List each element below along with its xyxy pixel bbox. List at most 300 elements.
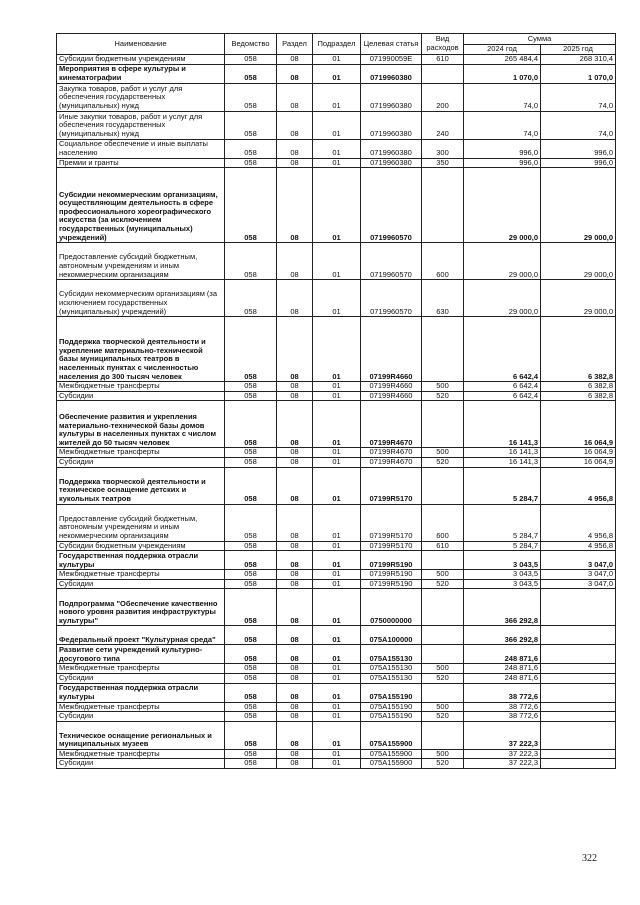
cell-2024: 3 043,5: [464, 551, 541, 570]
cell-name: Межбюджетные трансферты: [57, 570, 225, 580]
cell-subsection: 01: [313, 589, 361, 626]
cell-dept: 058: [225, 280, 277, 317]
cell-dept: 058: [225, 243, 277, 280]
cell-dept: 058: [225, 570, 277, 580]
cell-exptype: 200: [422, 83, 464, 111]
cell-subsection: 01: [313, 541, 361, 551]
cell-2025: 74,0: [541, 83, 616, 111]
cell-subsection: 01: [313, 579, 361, 589]
cell-name: Межбюджетные трансферты: [57, 382, 225, 392]
cell-exptype: 610: [422, 55, 464, 65]
cell-section: 08: [277, 664, 313, 674]
cell-subsection: 01: [313, 401, 361, 448]
cell-dept: 058: [225, 664, 277, 674]
cell-name: Поддержка творческой деятельности и укрепление материально-технической базы муниципальных театров в населенных пунктах с численностью населения до 300 тысяч человек: [57, 317, 225, 382]
budget-document: [56, 33, 615, 769]
cell-name: Межбюджетные трансферты: [57, 448, 225, 458]
cell-target: 075А155190: [361, 712, 422, 722]
cell-name: Субсидии: [57, 457, 225, 467]
cell-subsection: 01: [313, 683, 361, 702]
cell-exptype: 630: [422, 280, 464, 317]
cell-exptype: 350: [422, 158, 464, 168]
table-body: [57, 55, 616, 769]
cell-target: 07199R5190: [361, 579, 422, 589]
cell-dept: 058: [225, 382, 277, 392]
cell-exptype: [422, 551, 464, 570]
table-row: [57, 683, 616, 702]
cell-2025: [541, 589, 616, 626]
table-row: [57, 317, 616, 382]
cell-name: Субсидии: [57, 759, 225, 769]
cell-name: Социальное обеспечение и иные выплаты населению: [57, 139, 225, 158]
cell-section: 08: [277, 139, 313, 158]
cell-exptype: [422, 467, 464, 504]
cell-target: 075А155130: [361, 673, 422, 683]
cell-2024: 265 484,4: [464, 55, 541, 65]
cell-target: 07199R4660: [361, 317, 422, 382]
table-row: [57, 570, 616, 580]
cell-dept: 058: [225, 64, 277, 83]
cell-exptype: 500: [422, 702, 464, 712]
cell-2024: 38 772,6: [464, 712, 541, 722]
cell-subsection: 01: [313, 64, 361, 83]
cell-section: 08: [277, 382, 313, 392]
table-row: [57, 111, 616, 139]
cell-dept: 058: [225, 111, 277, 139]
cell-2024: 38 772,6: [464, 702, 541, 712]
cell-name: Государственная поддержка отрасли культуры: [57, 683, 225, 702]
cell-name: Субсидии: [57, 579, 225, 589]
cell-2024: 248 871,6: [464, 664, 541, 674]
cell-exptype: 500: [422, 382, 464, 392]
cell-section: 08: [277, 551, 313, 570]
cell-dept: 058: [225, 158, 277, 168]
cell-name: Субсидии бюджетным учреждениям: [57, 541, 225, 551]
cell-exptype: [422, 626, 464, 645]
cell-target: 075А155900: [361, 721, 422, 749]
cell-section: 08: [277, 391, 313, 401]
cell-name: Премии и гранты: [57, 158, 225, 168]
cell-2025: 4 956,8: [541, 467, 616, 504]
cell-dept: 058: [225, 317, 277, 382]
cell-target: 075А155130: [361, 664, 422, 674]
cell-2025: 29 000,0: [541, 168, 616, 243]
cell-name: Субсидии бюджетным учреждениям: [57, 55, 225, 65]
budget-table: [56, 33, 616, 769]
cell-2025: 3 047,0: [541, 570, 616, 580]
cell-subsection: 01: [313, 168, 361, 243]
cell-dept: 058: [225, 683, 277, 702]
table-row: [57, 551, 616, 570]
cell-2024: 29 000,0: [464, 243, 541, 280]
cell-section: 08: [277, 243, 313, 280]
cell-2024: 37 222,3: [464, 721, 541, 749]
table-row: [57, 448, 616, 458]
cell-section: 08: [277, 541, 313, 551]
cell-exptype: 520: [422, 457, 464, 467]
cell-name: Субсидии: [57, 712, 225, 722]
cell-dept: 058: [225, 712, 277, 722]
cell-exptype: [422, 721, 464, 749]
cell-2025: [541, 673, 616, 683]
cell-section: 08: [277, 457, 313, 467]
cell-subsection: 01: [313, 664, 361, 674]
cell-dept: 058: [225, 504, 277, 541]
cell-2025: 74,0: [541, 111, 616, 139]
cell-exptype: [422, 64, 464, 83]
cell-target: 0719960570: [361, 243, 422, 280]
table-row: [57, 759, 616, 769]
cell-dept: 058: [225, 702, 277, 712]
cell-section: 08: [277, 317, 313, 382]
cell-exptype: [422, 317, 464, 382]
table-row: [57, 504, 616, 541]
cell-section: 08: [277, 579, 313, 589]
table-row: [57, 168, 616, 243]
cell-dept: 058: [225, 457, 277, 467]
cell-name: Государственная поддержка отрасли культуры: [57, 551, 225, 570]
table-row: [57, 139, 616, 158]
cell-section: 08: [277, 749, 313, 759]
cell-2025: 1 070,0: [541, 64, 616, 83]
cell-section: 08: [277, 401, 313, 448]
cell-target: 07199R5170: [361, 541, 422, 551]
cell-target: 07199R4670: [361, 448, 422, 458]
cell-2024: 366 292,8: [464, 589, 541, 626]
cell-subsection: 01: [313, 645, 361, 664]
cell-section: 08: [277, 721, 313, 749]
cell-2024: 6 642,4: [464, 391, 541, 401]
cell-name: Предоставление субсидий бюджетным, автономным учреждениям и иным некоммерческим организациям: [57, 504, 225, 541]
cell-exptype: [422, 683, 464, 702]
table-row: [57, 457, 616, 467]
cell-dept: 058: [225, 673, 277, 683]
cell-section: 08: [277, 712, 313, 722]
cell-section: 08: [277, 158, 313, 168]
cell-exptype: 500: [422, 749, 464, 759]
cell-target: 0750000000: [361, 589, 422, 626]
cell-section: 08: [277, 645, 313, 664]
cell-exptype: 240: [422, 111, 464, 139]
cell-2025: 16 064,9: [541, 448, 616, 458]
table-row: [57, 280, 616, 317]
cell-target: 07199R5190: [361, 551, 422, 570]
cell-2025: [541, 626, 616, 645]
cell-subsection: 01: [313, 317, 361, 382]
header-target: Целевая статья: [361, 34, 422, 55]
cell-2025: [541, 702, 616, 712]
cell-2024: 996,0: [464, 158, 541, 168]
table-row: [57, 382, 616, 392]
cell-2025: 29 000,0: [541, 243, 616, 280]
cell-section: 08: [277, 83, 313, 111]
cell-target: 0719960570: [361, 280, 422, 317]
cell-subsection: 01: [313, 467, 361, 504]
cell-target: 07199R4670: [361, 401, 422, 448]
cell-target: 07199R5170: [361, 467, 422, 504]
cell-section: 08: [277, 467, 313, 504]
cell-subsection: 01: [313, 158, 361, 168]
cell-subsection: 01: [313, 749, 361, 759]
cell-2025: [541, 721, 616, 749]
cell-target: 0719960380: [361, 158, 422, 168]
cell-subsection: 01: [313, 712, 361, 722]
cell-2024: 5 284,7: [464, 467, 541, 504]
cell-target: 075А155190: [361, 702, 422, 712]
cell-target: 075А155900: [361, 749, 422, 759]
cell-2024: 5 284,7: [464, 504, 541, 541]
cell-2024: 5 284,7: [464, 541, 541, 551]
table-row: [57, 673, 616, 683]
cell-name: Межбюджетные трансферты: [57, 702, 225, 712]
cell-2024: 996,0: [464, 139, 541, 158]
cell-dept: 058: [225, 467, 277, 504]
cell-section: 08: [277, 626, 313, 645]
cell-exptype: [422, 168, 464, 243]
cell-subsection: 01: [313, 382, 361, 392]
cell-2024: 3 043,5: [464, 570, 541, 580]
cell-2025: [541, 759, 616, 769]
cell-exptype: [422, 589, 464, 626]
cell-2025: 16 064,9: [541, 457, 616, 467]
cell-name: Иные закупки товаров, работ и услуг для обеспечения государственных (муниципальных) нужд: [57, 111, 225, 139]
cell-2025: 6 382,8: [541, 317, 616, 382]
cell-subsection: 01: [313, 504, 361, 541]
cell-section: 08: [277, 55, 313, 65]
cell-subsection: 01: [313, 111, 361, 139]
cell-2025: [541, 645, 616, 664]
cell-exptype: 600: [422, 243, 464, 280]
cell-2025: 3 047,0: [541, 551, 616, 570]
table-row: [57, 664, 616, 674]
cell-dept: 058: [225, 759, 277, 769]
cell-2024: 1 070,0: [464, 64, 541, 83]
cell-name: Техническое оснащение региональных и муниципальных музеев: [57, 721, 225, 749]
cell-dept: 058: [225, 579, 277, 589]
cell-dept: 058: [225, 749, 277, 759]
cell-exptype: 500: [422, 448, 464, 458]
cell-dept: 058: [225, 448, 277, 458]
cell-target: 075А100000: [361, 626, 422, 645]
cell-2024: 6 642,4: [464, 317, 541, 382]
cell-target: 075А155130: [361, 645, 422, 664]
cell-section: 08: [277, 759, 313, 769]
page-number: 322: [582, 853, 597, 864]
header-subsection: Подраздел: [313, 34, 361, 55]
cell-2024: 248 871,6: [464, 645, 541, 664]
cell-section: 08: [277, 504, 313, 541]
cell-subsection: 01: [313, 391, 361, 401]
cell-exptype: 520: [422, 712, 464, 722]
cell-subsection: 01: [313, 139, 361, 158]
cell-2025: [541, 749, 616, 759]
cell-exptype: 500: [422, 570, 464, 580]
cell-subsection: 01: [313, 448, 361, 458]
cell-2024: 37 222,3: [464, 749, 541, 759]
cell-2025: [541, 712, 616, 722]
cell-name: Поддержка творческой деятельности и техническое оснащение детских и кукольных театров: [57, 467, 225, 504]
header-exptype: Вид расходов: [422, 34, 464, 55]
cell-2024: 366 292,8: [464, 626, 541, 645]
cell-section: 08: [277, 673, 313, 683]
cell-2025: 4 956,8: [541, 504, 616, 541]
cell-subsection: 01: [313, 55, 361, 65]
cell-2025: 996,0: [541, 139, 616, 158]
cell-target: 0719960380: [361, 83, 422, 111]
cell-target: 075А155190: [361, 683, 422, 702]
cell-name: Субсидии: [57, 391, 225, 401]
cell-name: Субсидии некоммерческим организациям, осуществляющим деятельность в сфере профессионального хореографического искусства (за исключением государственных (муниципальных) учреждений): [57, 168, 225, 243]
cell-2025: 6 382,8: [541, 382, 616, 392]
cell-dept: 058: [225, 401, 277, 448]
cell-subsection: 01: [313, 280, 361, 317]
table-row: [57, 401, 616, 448]
cell-2024: 3 043,5: [464, 579, 541, 589]
cell-exptype: [422, 645, 464, 664]
header-dept: Ведомство: [225, 34, 277, 55]
cell-name: Развитие сети учреждений культурно-досугового типа: [57, 645, 225, 664]
cell-name: Межбюджетные трансферты: [57, 749, 225, 759]
table-row: [57, 589, 616, 626]
header-section: Раздел: [277, 34, 313, 55]
cell-2025: 268 310,4: [541, 55, 616, 65]
cell-dept: 058: [225, 391, 277, 401]
cell-section: 08: [277, 589, 313, 626]
cell-section: 08: [277, 448, 313, 458]
cell-exptype: 520: [422, 391, 464, 401]
cell-2024: 29 000,0: [464, 168, 541, 243]
table-row: [57, 83, 616, 111]
cell-subsection: 01: [313, 570, 361, 580]
header-name: Наименование: [57, 34, 225, 55]
cell-target: 0719960570: [361, 168, 422, 243]
cell-2024: 74,0: [464, 111, 541, 139]
cell-name: Субсидии: [57, 673, 225, 683]
cell-target: 0719960380: [361, 111, 422, 139]
cell-exptype: 520: [422, 759, 464, 769]
cell-subsection: 01: [313, 243, 361, 280]
cell-2025: [541, 683, 616, 702]
cell-dept: 058: [225, 589, 277, 626]
cell-2025: [541, 664, 616, 674]
cell-target: 0719960380: [361, 64, 422, 83]
cell-dept: 058: [225, 168, 277, 243]
cell-exptype: 600: [422, 504, 464, 541]
cell-dept: 058: [225, 551, 277, 570]
cell-2025: 3 047,0: [541, 579, 616, 589]
cell-section: 08: [277, 111, 313, 139]
cell-exptype: [422, 401, 464, 448]
cell-2025: 16 064,9: [541, 401, 616, 448]
table-row: [57, 158, 616, 168]
cell-name: Мероприятия в сфере культуры и кинематографии: [57, 64, 225, 83]
cell-2024: 74,0: [464, 83, 541, 111]
cell-name: Обеспечение развития и укрепления материально-технической базы домов культуры в населенных пунктах с числом жителей до 50 тысяч человек: [57, 401, 225, 448]
cell-subsection: 01: [313, 83, 361, 111]
cell-dept: 058: [225, 83, 277, 111]
header-2024: 2024 год: [464, 45, 541, 55]
table-row: [57, 541, 616, 551]
cell-name: Закупка товаров, работ и услуг для обеспечения государственных (муниципальных) нужд: [57, 83, 225, 111]
cell-subsection: 01: [313, 721, 361, 749]
cell-2024: 37 222,3: [464, 759, 541, 769]
cell-dept: 058: [225, 55, 277, 65]
cell-dept: 058: [225, 139, 277, 158]
header-2025: 2025 год: [541, 45, 616, 55]
table-row: [57, 391, 616, 401]
cell-2024: 16 141,3: [464, 448, 541, 458]
cell-name: Межбюджетные трансферты: [57, 664, 225, 674]
cell-target: 07199R4660: [361, 382, 422, 392]
cell-subsection: 01: [313, 457, 361, 467]
table-row: [57, 749, 616, 759]
cell-section: 08: [277, 168, 313, 243]
cell-dept: 058: [225, 721, 277, 749]
cell-section: 08: [277, 64, 313, 83]
table-row: [57, 712, 616, 722]
cell-section: 08: [277, 280, 313, 317]
cell-2025: 6 382,8: [541, 391, 616, 401]
cell-2024: 38 772,6: [464, 683, 541, 702]
cell-target: 07199R4670: [361, 457, 422, 467]
table-row: [57, 64, 616, 83]
cell-2024: 29 000,0: [464, 280, 541, 317]
cell-dept: 058: [225, 541, 277, 551]
cell-section: 08: [277, 570, 313, 580]
cell-name: Подпрограмма "Обеспечение качественно нового уровня развития инфраструктуры культуры": [57, 589, 225, 626]
cell-name: Субсидии некоммерческим организациям (за исключением государственных (муниципальных) учреждений): [57, 280, 225, 317]
cell-2025: 996,0: [541, 158, 616, 168]
cell-target: 0719960380: [361, 139, 422, 158]
cell-target: 071990059Е: [361, 55, 422, 65]
cell-2024: 16 141,3: [464, 457, 541, 467]
table-row: [57, 702, 616, 712]
cell-exptype: 500: [422, 664, 464, 674]
cell-name: Предоставление субсидий бюджетным, автономным учреждениям и иным некоммерческим организациям: [57, 243, 225, 280]
cell-2025: 4 956,8: [541, 541, 616, 551]
cell-2025: 29 000,0: [541, 280, 616, 317]
cell-dept: 058: [225, 626, 277, 645]
cell-subsection: 01: [313, 759, 361, 769]
cell-exptype: 300: [422, 139, 464, 158]
cell-target: 07199R5170: [361, 504, 422, 541]
cell-2024: 16 141,3: [464, 401, 541, 448]
table-row: [57, 626, 616, 645]
table-row: [57, 467, 616, 504]
cell-subsection: 01: [313, 626, 361, 645]
header-sum: Сумма: [464, 34, 616, 45]
cell-dept: 058: [225, 645, 277, 664]
cell-target: 07199R5190: [361, 570, 422, 580]
cell-section: 08: [277, 683, 313, 702]
cell-name: Федеральный проект "Культурная среда": [57, 626, 225, 645]
cell-exptype: 520: [422, 579, 464, 589]
cell-subsection: 01: [313, 673, 361, 683]
table-row: [57, 55, 616, 65]
table-row: [57, 721, 616, 749]
table-row: [57, 579, 616, 589]
cell-2024: 6 642,4: [464, 382, 541, 392]
table-row: [57, 645, 616, 664]
cell-exptype: 610: [422, 541, 464, 551]
cell-subsection: 01: [313, 702, 361, 712]
cell-subsection: 01: [313, 551, 361, 570]
cell-2024: 248 871,6: [464, 673, 541, 683]
cell-section: 08: [277, 702, 313, 712]
cell-target: 075А155900: [361, 759, 422, 769]
cell-target: 07199R4660: [361, 391, 422, 401]
table-row: [57, 243, 616, 280]
